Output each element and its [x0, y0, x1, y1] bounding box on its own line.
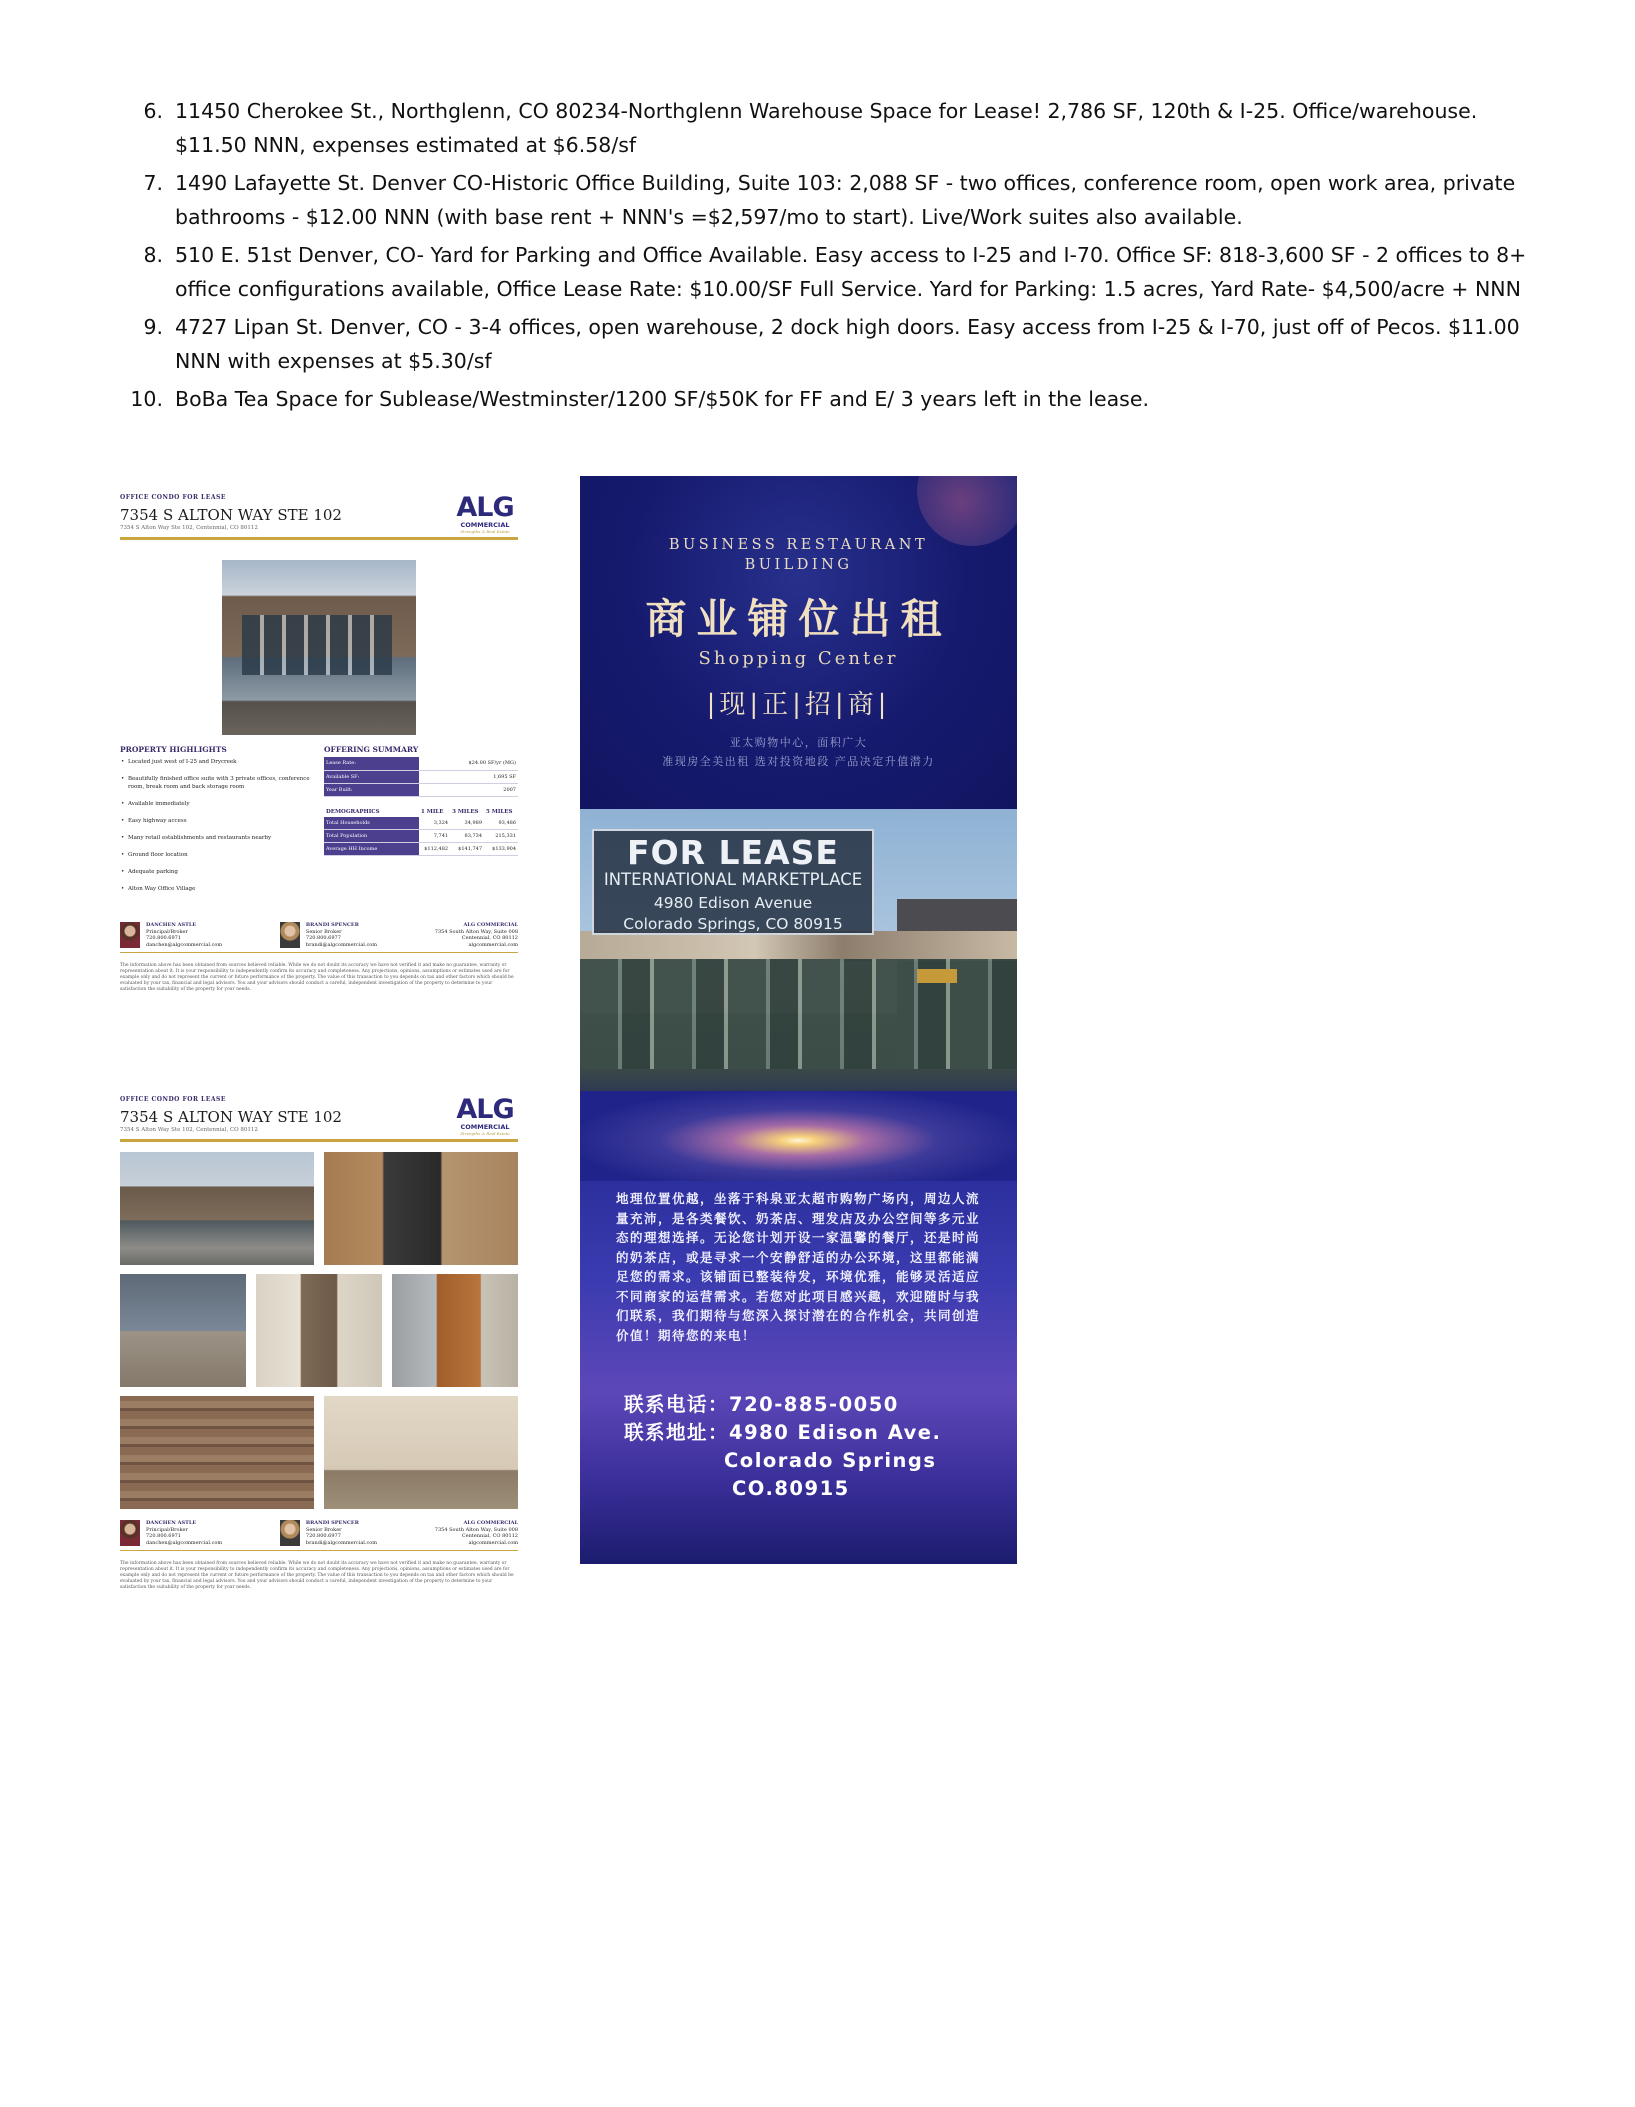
flyer-page-2	[120, 1096, 518, 1591]
flyer-kicker: OFFICE CONDO FOR LEASE	[120, 494, 226, 501]
list-item	[125, 94, 1545, 162]
flyer-title: 7354 S ALTON WAY STE 102	[120, 1108, 342, 1126]
offering-table	[324, 757, 518, 797]
alg-logo: ALG COMMERCIAL Strengths & Real Estate	[456, 492, 514, 534]
list-item	[125, 310, 1545, 378]
list-item: • Ground floor location	[120, 851, 316, 859]
offering-heading: OFFERING SUMMARY	[324, 745, 419, 754]
table-row: Lease Rate: $24.00 SF/yr (MG)	[324, 757, 518, 770]
list-item: • Easy highway access	[120, 817, 316, 825]
contact-card: DANCHEN ASTLE Principal/Broker 720.800.6971 danchen@algcommercial.com	[120, 1520, 222, 1546]
contact-card: BRANDI SPENCER Senior Broker 720.800.6977 brandi@algcommercial.com	[280, 922, 377, 948]
list-item: • Beautifully finished office suite with 3 private offices, conference room, break room and back storage room	[120, 775, 316, 791]
list-number: 10.	[130, 387, 163, 411]
for-lease-sign: FOR LEASE INTERNATIONAL MARKETPLACE 4980 Edison Avenue Colorado Springs, CO 80915	[592, 829, 874, 935]
contacts	[120, 1520, 518, 1546]
list-text: BoBa Tea Space for Sublease/Westminster/1200 SF/$50K for FF and E/ 3 years left in the lease.	[175, 387, 1149, 411]
table-row: Average HH Income $112,482 $141,747 $133,904	[324, 843, 518, 856]
address-city: Colorado Springs	[724, 1449, 937, 1472]
list-item: • Located just west of I-25 and Drycreek	[120, 758, 316, 766]
table-row: Available SF: 1,695 SF	[324, 770, 518, 783]
exterior-photo	[120, 1152, 314, 1265]
list-item	[125, 166, 1545, 234]
banner-english-sub: Shopping Center	[698, 648, 899, 669]
flyer-title: 7354 S ALTON WAY STE 102	[120, 506, 342, 524]
light-glow	[580, 1091, 1017, 1181]
banner-contact	[624, 1391, 941, 1503]
address-line: 联系地址：4980 Edison Ave.	[624, 1421, 942, 1444]
list-text: 1490 Lafayette St. Denver CO-Historic Office Building, Suite 103: 2,088 SF - two offices, conference room, open work area, private bathrooms - $12.00 NNN (with base rent + NNN's =$2,597/mo to start). Live/Work suites also available.	[175, 171, 1516, 229]
avatar	[280, 1520, 300, 1546]
banner-description: 地理位置优越，坐落于科泉亚太超市购物广场内，周边人流量充沛，是各类餐饮、奶茶店、理发店及办公空间等多元业态的理想选择。无论您计划开设一家温馨的餐厅，还是时尚的奶茶店，或是寻求一个安静舒适的办公环境，这里都能满足您的需求。该铺面已整装待发，环境优雅，能够灵活适应不同商家的运营需求。若您对此项目感兴趣，欢迎随时与我们联系，我们期待与您深入探讨潜在的合作机会，共同创造价值！期待您的来电！	[616, 1191, 981, 1343]
flyer-page-1	[120, 494, 518, 993]
divider	[120, 537, 518, 540]
disclaimer: The information above has been obtained from sources believed reliable. While we do not doubt its accuracy we have not verified it and make no guarantee, warranty or representation about it. It is your responsibility to independently confirm its accuracy and completeness. Any projections, opinions, assumptions or estimates used are for example only and do not represent the current or future performance of the property. The value of this transaction to you depends on tax and other factors which should be evaluated by your tax, financial and legal advisors. You and your advisors should conduct a careful, independent investigation of the property to determine to your satisfaction the suitability of the property for your needs.	[120, 1561, 514, 1590]
avatar	[120, 922, 140, 948]
hallway-photo	[256, 1274, 382, 1387]
list-number: 9.	[143, 315, 163, 339]
list-item: • Available immediately	[120, 800, 316, 808]
list-item: • Many retail establishments and restaurants nearby	[120, 834, 316, 842]
list-text: 510 E. 51st Denver, CO- Yard for Parking and Office Available. Easy access to I-25 and I-70. Office SF: 818-3,600 SF - 2 offices to 8+ office configurations available, Office Lease Rate: $10.00/SF Full Service. Yard for Parking: 1.5 acres, Yard Rate- $4,500/acre + NNN	[175, 243, 1527, 301]
banner-header	[580, 476, 1017, 809]
shopping-center-banner	[580, 476, 1017, 1564]
flyer-subtitle: 7354 S Alton Way Ste 102, Centennial, CO 80112	[120, 525, 258, 531]
banner-footer	[580, 1181, 1017, 1564]
demographics-table	[324, 807, 518, 857]
list-text: 11450 Cherokee St., Northglenn, CO 80234-Northglenn Warehouse Space for Lease! 2,786 SF, 120th & I-25. Office/warehouse. $11.50 NNN, expenses estimated at $6.58/sf	[175, 99, 1478, 157]
alg-logo: ALG COMMERCIAL Strengths & Real Estate	[456, 1094, 514, 1136]
avatar	[280, 922, 300, 948]
building-photo	[222, 560, 416, 735]
list-item: • Alton Way Office Village	[120, 885, 316, 893]
listing-list	[125, 94, 1545, 420]
highlights-list	[120, 758, 316, 893]
list-text: 4727 Lipan St. Denver, CO - 3-4 offices, open warehouse, 2 dock high doors. Easy access from I-25 & I-70, just off of Pecos. $11.00 NNN with expenses at $5.30/sf	[175, 315, 1520, 373]
list-number: 7.	[143, 171, 163, 195]
address-zip: CO.80915	[732, 1477, 850, 1500]
table-row: Total Households 3,324 34,989 93,486	[324, 817, 518, 830]
contacts	[120, 922, 518, 948]
banner-tagline-1: 亚太购物中心，面积广大	[729, 736, 868, 749]
banner-english-heading: BUSINESS RESTAURANT BUILDING	[668, 537, 929, 573]
contact-card: DANCHEN ASTLE Principal/Broker 720.800.6971 danchen@algcommercial.com	[120, 922, 222, 948]
storefront-photo	[580, 809, 1017, 1091]
phone-line: 联系电话：720-885-0050	[624, 1393, 899, 1416]
divider	[120, 1139, 518, 1142]
disclaimer: The information above has been obtained from sources believed reliable. While we do not doubt its accuracy we have not verified it and make no guarantee, warranty or representation about it. It is your responsibility to independently confirm its accuracy and completeness. Any projections, opinions, assumptions or estimates used are for example only and do not represent the current or future performance of the property. The value of this transaction to you depends on tax and other factors which should be evaluated by your tax, financial and legal advisors. You and your advisors should conduct a careful, independent investigation of the property to determine to your satisfaction the suitability of the property for your needs.	[120, 963, 514, 992]
banner-chinese-title: 商业铺位出租	[645, 595, 952, 643]
list-number: 8.	[143, 243, 163, 267]
list-number: 6.	[143, 99, 163, 123]
banner-tagline-2: 准现房全美出租 选对投资地段 产品决定升值潜力	[662, 755, 935, 768]
list-item	[125, 238, 1545, 306]
banner-chinese-sub: |现|正|招|商|	[706, 690, 891, 720]
avatar	[120, 1520, 140, 1546]
table-row: Total Population 7,741 83,734 215,331	[324, 830, 518, 843]
wood-wall-photo	[120, 1396, 314, 1509]
conference-room-photo	[324, 1152, 518, 1265]
list-item	[125, 382, 1545, 416]
table-header: DEMOGRAPHICS 1 MILE 3 MILES 5 MILES	[326, 808, 513, 815]
contact-card: BRANDI SPENCER Senior Broker 720.800.6977 brandi@algcommercial.com	[280, 1520, 377, 1546]
flyer-kicker: OFFICE CONDO FOR LEASE	[120, 1096, 226, 1103]
kitchen-photo	[392, 1274, 518, 1387]
storage-room-photo	[324, 1396, 518, 1509]
table-row: Year Built: 2007	[324, 783, 518, 796]
office-photo	[120, 1274, 246, 1387]
list-item: • Adequate parking	[120, 868, 316, 876]
flyer-subtitle: 7354 S Alton Way Ste 102, Centennial, CO 80112	[120, 1127, 258, 1133]
company-info: ALG COMMERCIAL 7354 South Alton Way, Suite 008 Centennial, CO 80112 algcommercial.com	[434, 922, 518, 948]
highlights-heading: PROPERTY HIGHLIGHTS	[120, 745, 227, 754]
photo-grid	[120, 1152, 518, 1512]
company-info: ALG COMMERCIAL 7354 South Alton Way, Suite 008 Centennial, CO 80112 algcommercial.com	[434, 1520, 518, 1546]
